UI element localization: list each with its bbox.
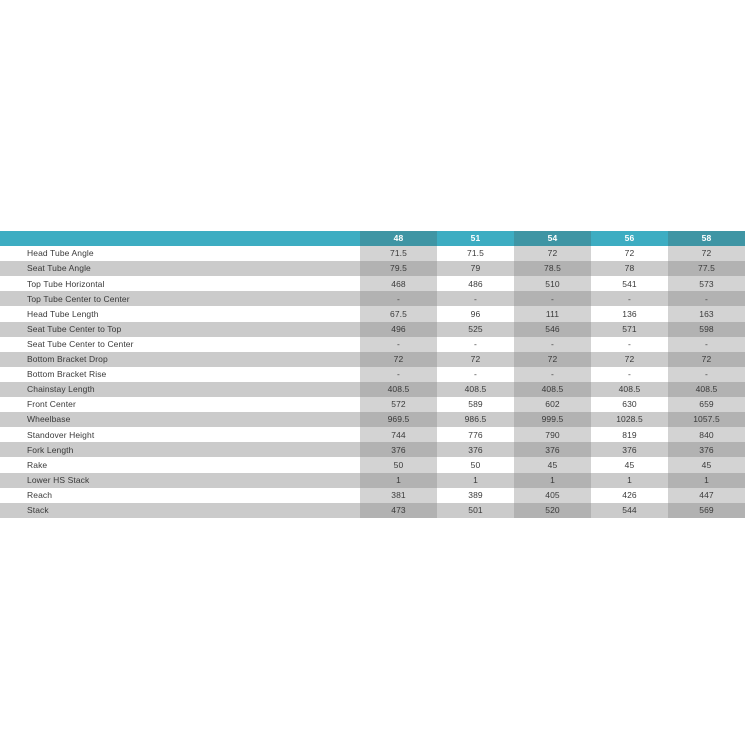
value-cell: 389 bbox=[468, 489, 483, 500]
value-cell: - bbox=[474, 293, 477, 304]
header-spacer bbox=[0, 231, 360, 246]
table-row-reach bbox=[0, 488, 745, 503]
table-row-top-tube-center-to-center bbox=[0, 291, 745, 306]
value-cell: 71.5 bbox=[360, 246, 437, 261]
value-cell: 50 bbox=[470, 459, 481, 470]
value-cell: 72 bbox=[668, 246, 745, 261]
value-cell: 520 bbox=[514, 503, 591, 518]
value-cell: 510 bbox=[514, 276, 591, 291]
table-row-chainstay-length bbox=[0, 382, 745, 397]
row-label: Stack bbox=[27, 504, 49, 515]
value-cell: 659 bbox=[668, 397, 745, 412]
row-label: Seat Tube Angle bbox=[27, 263, 91, 274]
value-cell: 473 bbox=[360, 503, 437, 518]
value-cell: 79 bbox=[470, 263, 481, 274]
value-cell: 569 bbox=[668, 503, 745, 518]
value-cell: - bbox=[360, 291, 437, 306]
value-cell: 589 bbox=[468, 399, 483, 410]
table-row-seat-tube-angle bbox=[0, 261, 745, 276]
value-cell: 969.5 bbox=[360, 412, 437, 427]
value-cell: 426 bbox=[622, 489, 637, 500]
value-cell: - bbox=[668, 367, 745, 382]
column-header-48: 48 bbox=[360, 231, 437, 246]
table-row-fork-length bbox=[0, 442, 745, 457]
value-cell: 541 bbox=[622, 278, 637, 289]
value-cell: 408.5 bbox=[668, 382, 745, 397]
value-cell: 72 bbox=[624, 354, 635, 365]
value-cell: 79.5 bbox=[360, 261, 437, 276]
value-cell: - bbox=[628, 338, 631, 349]
value-cell: 111 bbox=[514, 306, 591, 321]
value-cell: 630 bbox=[622, 399, 637, 410]
value-cell: 1028.5 bbox=[616, 414, 643, 425]
value-cell: 1 bbox=[473, 474, 478, 485]
table-row-rake bbox=[0, 457, 745, 472]
table-row-lower-hs-stack bbox=[0, 473, 745, 488]
value-cell: 71.5 bbox=[467, 248, 484, 259]
value-cell: 571 bbox=[622, 323, 637, 334]
row-label: Fork Length bbox=[27, 444, 74, 455]
column-header-56: 56 bbox=[624, 233, 635, 244]
row-label: Head Tube Length bbox=[27, 308, 99, 319]
value-cell: 72 bbox=[514, 246, 591, 261]
row-label: Seat Tube Center to Center bbox=[27, 338, 134, 349]
value-cell: 163 bbox=[668, 306, 745, 321]
value-cell: 986.5 bbox=[464, 414, 487, 425]
value-cell: 45 bbox=[624, 459, 635, 470]
value-cell: 72 bbox=[360, 352, 437, 367]
value-cell: 602 bbox=[514, 397, 591, 412]
value-cell: - bbox=[514, 367, 591, 382]
value-cell: 1 bbox=[668, 473, 745, 488]
value-cell: 744 bbox=[360, 427, 437, 442]
row-label: Head Tube Angle bbox=[27, 248, 94, 259]
value-cell: 408.5 bbox=[464, 384, 487, 395]
value-cell: 77.5 bbox=[668, 261, 745, 276]
value-cell: 546 bbox=[514, 322, 591, 337]
table-row-seat-tube-center-to-center bbox=[0, 337, 745, 352]
table-row-stack bbox=[0, 503, 745, 518]
table-row-seat-tube-center-to-top bbox=[0, 322, 745, 337]
row-label: Chainstay Length bbox=[27, 384, 95, 395]
table-row-wheelbase bbox=[0, 412, 745, 427]
value-cell: 72 bbox=[470, 354, 481, 365]
value-cell: 486 bbox=[468, 278, 483, 289]
value-cell: - bbox=[668, 291, 745, 306]
row-label: Top Tube Horizontal bbox=[27, 278, 105, 289]
value-cell: 408.5 bbox=[618, 384, 641, 395]
table-row-head-tube-length bbox=[0, 306, 745, 321]
value-cell: 78.5 bbox=[514, 261, 591, 276]
value-cell: - bbox=[514, 337, 591, 352]
value-cell: - bbox=[474, 369, 477, 380]
value-cell: 501 bbox=[468, 504, 483, 515]
value-cell: 790 bbox=[514, 427, 591, 442]
value-cell: - bbox=[668, 337, 745, 352]
value-cell: - bbox=[628, 369, 631, 380]
table-row-standover-height bbox=[0, 427, 745, 442]
value-cell: 45 bbox=[514, 457, 591, 472]
value-cell: 573 bbox=[668, 276, 745, 291]
value-cell: 1 bbox=[360, 473, 437, 488]
row-label: Rake bbox=[27, 459, 48, 470]
value-cell: 999.5 bbox=[514, 412, 591, 427]
value-cell: - bbox=[628, 293, 631, 304]
table-row-front-center bbox=[0, 397, 745, 412]
value-cell: 50 bbox=[360, 457, 437, 472]
value-cell: 405 bbox=[514, 488, 591, 503]
value-cell: 598 bbox=[668, 322, 745, 337]
column-header-51: 51 bbox=[470, 233, 481, 244]
value-cell: 1 bbox=[627, 474, 632, 485]
value-cell: - bbox=[360, 337, 437, 352]
table-row-bottom-bracket-rise bbox=[0, 367, 745, 382]
value-cell: - bbox=[474, 338, 477, 349]
row-label: Lower HS Stack bbox=[27, 474, 90, 485]
value-cell: 408.5 bbox=[360, 382, 437, 397]
value-cell: 819 bbox=[622, 429, 637, 440]
row-label: Wheelbase bbox=[27, 414, 71, 425]
column-header-58: 58 bbox=[668, 231, 745, 246]
value-cell: 572 bbox=[360, 397, 437, 412]
value-cell: 72 bbox=[668, 352, 745, 367]
value-cell: 776 bbox=[468, 429, 483, 440]
row-label: Bottom Bracket Drop bbox=[27, 354, 108, 365]
value-cell: 72 bbox=[514, 352, 591, 367]
value-cell: 96 bbox=[470, 308, 481, 319]
row-label: Front Center bbox=[27, 399, 76, 410]
value-cell: - bbox=[514, 291, 591, 306]
column-header-54: 54 bbox=[514, 231, 591, 246]
value-cell: 496 bbox=[360, 322, 437, 337]
value-cell: 45 bbox=[668, 457, 745, 472]
value-cell: 78 bbox=[624, 263, 635, 274]
value-cell: 376 bbox=[668, 442, 745, 457]
value-cell: 447 bbox=[668, 488, 745, 503]
value-cell: 1 bbox=[514, 473, 591, 488]
table-row-bottom-bracket-drop bbox=[0, 352, 745, 367]
value-cell: 840 bbox=[668, 427, 745, 442]
value-cell: 544 bbox=[622, 504, 637, 515]
table-header-row bbox=[0, 231, 745, 246]
value-cell: 67.5 bbox=[360, 306, 437, 321]
value-cell: 376 bbox=[468, 444, 483, 455]
row-label: Reach bbox=[27, 489, 53, 500]
value-cell: 381 bbox=[360, 488, 437, 503]
value-cell: 376 bbox=[622, 444, 637, 455]
value-cell: 376 bbox=[360, 442, 437, 457]
value-cell: 525 bbox=[468, 323, 483, 334]
value-cell: 136 bbox=[622, 308, 637, 319]
value-cell: 408.5 bbox=[514, 382, 591, 397]
row-label: Seat Tube Center to Top bbox=[27, 323, 122, 334]
value-cell: 1057.5 bbox=[668, 412, 745, 427]
value-cell: 376 bbox=[514, 442, 591, 457]
table-row-head-tube-angle bbox=[0, 246, 745, 261]
value-cell: - bbox=[360, 367, 437, 382]
geometry-table bbox=[0, 231, 745, 518]
row-label: Standover Height bbox=[27, 429, 95, 440]
row-label: Bottom Bracket Rise bbox=[27, 369, 107, 380]
row-label: Top Tube Center to Center bbox=[27, 293, 130, 304]
value-cell: 468 bbox=[360, 276, 437, 291]
value-cell: 72 bbox=[624, 248, 635, 259]
table-row-top-tube-horizontal bbox=[0, 276, 745, 291]
